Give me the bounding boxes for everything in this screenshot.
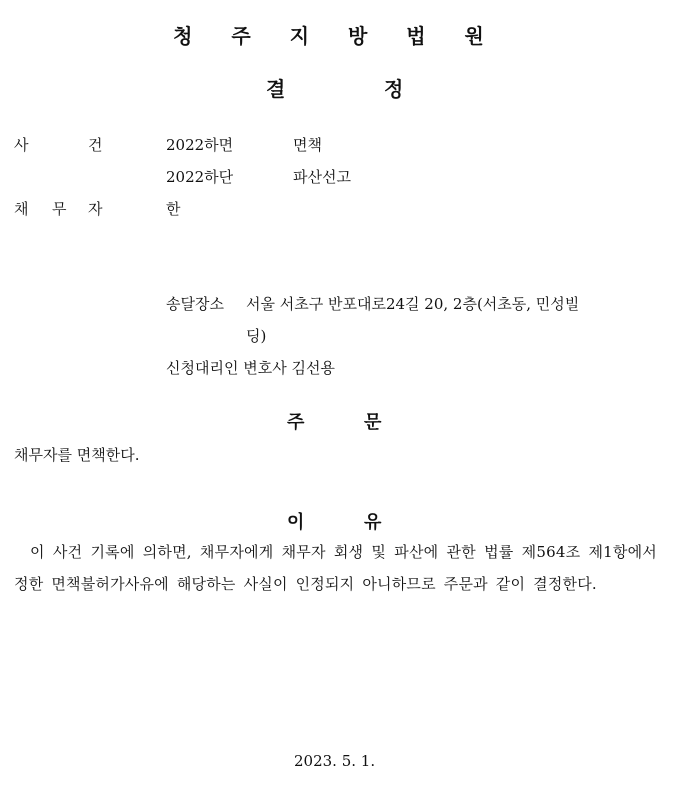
service-address-line-2: 딩) (246, 327, 267, 345)
debtor-label-char-2: 무 (52, 200, 67, 218)
reason-text: 이 사건 기록에 의하면, 채무자에게 채무자 회생 및 파산에 관한 법률 제564조 제1항에서 정한 면책불허가사유에 해당하는 사실이 인정되지 아니하므로 주문과 같이 결정한다. (14, 543, 657, 593)
document-type-char-1: 결 (266, 77, 286, 101)
debtor-label-char-3: 자 (88, 200, 103, 218)
case-label-char-1: 사 (14, 136, 29, 154)
service-address-label: 송달장소 (166, 295, 224, 313)
case-number-2: 2022하단 (166, 168, 234, 186)
case-label-char-2: 건 (88, 136, 103, 154)
decision-date: 2023. 5. 1. (294, 752, 376, 770)
case-number-1: 2022하면 (166, 136, 234, 154)
reason-heading-char-2: 유 (364, 512, 382, 533)
debtor-name: 한 (166, 200, 181, 218)
case-name-2: 파산선고 (293, 168, 351, 186)
attorney: 신청대리인 변호사 김선용 (166, 359, 335, 377)
service-address-line-1: 서울 서초구 반포대로24길 20, 2층(서초동, 민성빌 (246, 295, 580, 313)
order-heading-char-1: 주 (287, 412, 305, 433)
court-name: 청 주 지 방 법 원 (173, 24, 500, 48)
order-heading-char-2: 문 (364, 412, 382, 433)
reason-heading-char-1: 이 (287, 512, 305, 533)
debtor-label-char-1: 채 (14, 200, 29, 218)
order-text: 채무자를 면책한다. (14, 446, 140, 464)
case-name-1: 면책 (293, 136, 322, 154)
document-type-char-2: 정 (384, 77, 404, 101)
